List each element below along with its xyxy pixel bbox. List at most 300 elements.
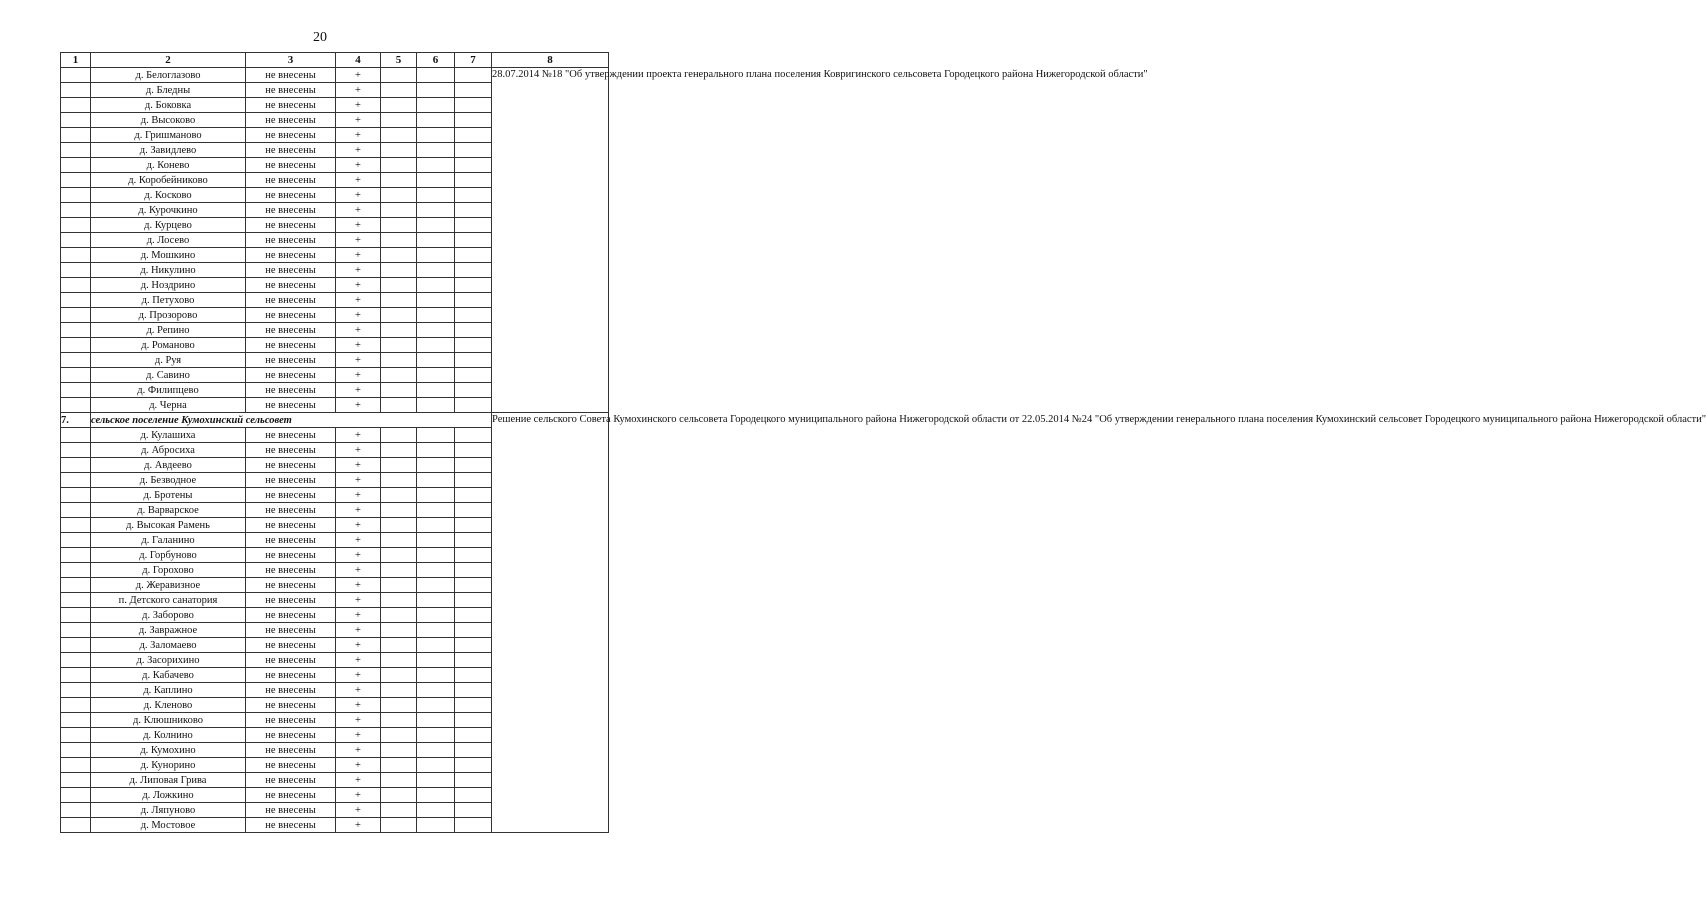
change-status: не внесены xyxy=(246,503,336,518)
change-status: не внесены xyxy=(246,818,336,833)
table-row xyxy=(61,68,609,83)
plus-mark: + xyxy=(336,503,381,518)
plus-mark: + xyxy=(336,818,381,833)
empty-cell-col5 xyxy=(381,398,417,413)
settlement-name: д. Гришманово xyxy=(91,128,246,143)
empty-cell-col6 xyxy=(417,398,455,413)
empty-cell-col6 xyxy=(417,533,455,548)
empty-cell-col6 xyxy=(417,368,455,383)
row-number-cell xyxy=(61,593,91,608)
col-header-3: 3 xyxy=(246,53,336,68)
empty-cell-col6 xyxy=(417,773,455,788)
settlement-name: д. Безводное xyxy=(91,473,246,488)
empty-cell-col7 xyxy=(455,728,492,743)
change-status: не внесены xyxy=(246,668,336,683)
row-number-cell xyxy=(61,563,91,578)
empty-cell-col7 xyxy=(455,488,492,503)
change-status: не внесены xyxy=(246,83,336,98)
change-status: не внесены xyxy=(246,158,336,173)
plan-approval-note: Решение сельского Совета Кумохинского сельсовета Городецкого муниципального района Нижегородской области от 22.05.2014 №24 "Об утверждении генерального плана поселения Кумохинский сельсовет Городецкого муниципального района Нижегородской области" xyxy=(492,413,609,833)
settlement-name: д. Клюшниково xyxy=(91,713,246,728)
empty-cell-col5 xyxy=(381,608,417,623)
row-number-cell xyxy=(61,143,91,158)
empty-cell-col7 xyxy=(455,173,492,188)
empty-cell-col5 xyxy=(381,488,417,503)
col-header-5: 5 xyxy=(381,53,417,68)
plus-mark: + xyxy=(336,428,381,443)
row-number-cell xyxy=(61,248,91,263)
change-status: не внесены xyxy=(246,623,336,638)
row-number-cell xyxy=(61,713,91,728)
empty-cell-col7 xyxy=(455,803,492,818)
empty-cell-col7 xyxy=(455,533,492,548)
plus-mark: + xyxy=(336,203,381,218)
empty-cell-col6 xyxy=(417,698,455,713)
settlement-name: д. Каплино xyxy=(91,683,246,698)
empty-cell-col5 xyxy=(381,278,417,293)
empty-cell-col5 xyxy=(381,68,417,83)
empty-cell-col7 xyxy=(455,143,492,158)
row-number-cell xyxy=(61,728,91,743)
settlement-name: д. Романово xyxy=(91,338,246,353)
empty-cell-col6 xyxy=(417,308,455,323)
empty-cell-col6 xyxy=(417,383,455,398)
empty-cell-col5 xyxy=(381,128,417,143)
empty-cell-col7 xyxy=(455,98,492,113)
empty-cell-col7 xyxy=(455,353,492,368)
settlement-name: д. Никулино xyxy=(91,263,246,278)
plus-mark: + xyxy=(336,533,381,548)
col-header-4: 4 xyxy=(336,53,381,68)
empty-cell-col7 xyxy=(455,113,492,128)
empty-cell-col7 xyxy=(455,443,492,458)
plus-mark: + xyxy=(336,713,381,728)
empty-cell-col5 xyxy=(381,758,417,773)
change-status: не внесены xyxy=(246,278,336,293)
empty-cell-col5 xyxy=(381,323,417,338)
change-status: не внесены xyxy=(246,263,336,278)
group-title: сельское поселение Кумохинский сельсовет xyxy=(91,413,492,428)
empty-cell-col5 xyxy=(381,368,417,383)
change-status: не внесены xyxy=(246,323,336,338)
row-number-cell xyxy=(61,353,91,368)
plus-mark: + xyxy=(336,488,381,503)
change-status: не внесены xyxy=(246,593,336,608)
empty-cell-col5 xyxy=(381,473,417,488)
col-header-2: 2 xyxy=(91,53,246,68)
plus-mark: + xyxy=(336,68,381,83)
change-status: не внесены xyxy=(246,143,336,158)
plus-mark: + xyxy=(336,278,381,293)
empty-cell-col6 xyxy=(417,143,455,158)
settlement-name: д. Курочкино xyxy=(91,203,246,218)
empty-cell-col6 xyxy=(417,593,455,608)
empty-cell-col5 xyxy=(381,188,417,203)
row-number-cell xyxy=(61,338,91,353)
settlement-name: д. Кумохино xyxy=(91,743,246,758)
plus-mark: + xyxy=(336,728,381,743)
plus-mark: + xyxy=(336,98,381,113)
empty-cell-col6 xyxy=(417,518,455,533)
row-number-cell xyxy=(61,203,91,218)
settlement-name: д. Репино xyxy=(91,323,246,338)
settlement-name: д. Коробейниково xyxy=(91,173,246,188)
empty-cell-col6 xyxy=(417,458,455,473)
empty-cell-col6 xyxy=(417,293,455,308)
empty-cell-col5 xyxy=(381,308,417,323)
empty-cell-col5 xyxy=(381,338,417,353)
empty-cell-col7 xyxy=(455,383,492,398)
plus-mark: + xyxy=(336,368,381,383)
empty-cell-col7 xyxy=(455,713,492,728)
row-number-cell xyxy=(61,128,91,143)
empty-cell-col7 xyxy=(455,188,492,203)
empty-cell-col5 xyxy=(381,173,417,188)
settlement-name: д. Мошкино xyxy=(91,248,246,263)
empty-cell-col7 xyxy=(455,338,492,353)
change-status: не внесены xyxy=(246,473,336,488)
change-status: не внесены xyxy=(246,233,336,248)
row-number-cell xyxy=(61,158,91,173)
empty-cell-col6 xyxy=(417,668,455,683)
empty-cell-col5 xyxy=(381,698,417,713)
empty-cell-col7 xyxy=(455,653,492,668)
settlement-name: д. Кунорино xyxy=(91,758,246,773)
empty-cell-col7 xyxy=(455,743,492,758)
empty-cell-col7 xyxy=(455,638,492,653)
empty-cell-col7 xyxy=(455,248,492,263)
row-number-cell xyxy=(61,638,91,653)
plus-mark: + xyxy=(336,473,381,488)
row-number-cell xyxy=(61,608,91,623)
empty-cell-col7 xyxy=(455,578,492,593)
empty-cell-col6 xyxy=(417,563,455,578)
change-status: не внесены xyxy=(246,488,336,503)
plus-mark: + xyxy=(336,623,381,638)
settlement-name: д. Боковка xyxy=(91,98,246,113)
row-number-cell xyxy=(61,473,91,488)
empty-cell-col5 xyxy=(381,773,417,788)
change-status: не внесены xyxy=(246,428,336,443)
empty-cell-col6 xyxy=(417,788,455,803)
settlement-name: д. Кленово xyxy=(91,698,246,713)
row-number-cell xyxy=(61,518,91,533)
empty-cell-col7 xyxy=(455,698,492,713)
change-status: не внесены xyxy=(246,218,336,233)
settlement-name: д. Галанино xyxy=(91,533,246,548)
change-status: не внесены xyxy=(246,458,336,473)
empty-cell-col5 xyxy=(381,263,417,278)
empty-cell-col7 xyxy=(455,608,492,623)
plus-mark: + xyxy=(336,263,381,278)
plus-mark: + xyxy=(336,788,381,803)
empty-cell-col5 xyxy=(381,458,417,473)
empty-cell-col5 xyxy=(381,443,417,458)
row-number-cell xyxy=(61,83,91,98)
row-number-cell xyxy=(61,68,91,83)
settlement-name: д. Липовая Грива xyxy=(91,773,246,788)
plus-mark: + xyxy=(336,383,381,398)
row-number-cell xyxy=(61,368,91,383)
row-number-cell xyxy=(61,488,91,503)
empty-cell-col6 xyxy=(417,218,455,233)
empty-cell-col7 xyxy=(455,233,492,248)
empty-cell-col5 xyxy=(381,713,417,728)
change-status: не внесены xyxy=(246,548,336,563)
empty-cell-col5 xyxy=(381,203,417,218)
plus-mark: + xyxy=(336,593,381,608)
empty-cell-col6 xyxy=(417,623,455,638)
empty-cell-col5 xyxy=(381,668,417,683)
plus-mark: + xyxy=(336,683,381,698)
row-number-cell xyxy=(61,758,91,773)
settlement-name: д. Авдеево xyxy=(91,458,246,473)
row-number-cell xyxy=(61,263,91,278)
empty-cell-col5 xyxy=(381,428,417,443)
empty-cell-col5 xyxy=(381,563,417,578)
empty-cell-col5 xyxy=(381,248,417,263)
change-status: не внесены xyxy=(246,188,336,203)
row-number-cell xyxy=(61,113,91,128)
header-row xyxy=(61,53,609,68)
empty-cell-col7 xyxy=(455,668,492,683)
empty-cell-col6 xyxy=(417,278,455,293)
plus-mark: + xyxy=(336,743,381,758)
settlement-name: д. Черна xyxy=(91,398,246,413)
plus-mark: + xyxy=(336,653,381,668)
empty-cell-col5 xyxy=(381,158,417,173)
registry-table xyxy=(60,52,1706,833)
settlement-name: д. Петухово xyxy=(91,293,246,308)
empty-cell-col7 xyxy=(455,83,492,98)
col-header-6: 6 xyxy=(417,53,455,68)
empty-cell-col5 xyxy=(381,113,417,128)
settlement-name: д. Мостовое xyxy=(91,818,246,833)
empty-cell-col6 xyxy=(417,743,455,758)
row-number-cell xyxy=(61,623,91,638)
empty-cell-col6 xyxy=(417,713,455,728)
empty-cell-col5 xyxy=(381,788,417,803)
empty-cell-col5 xyxy=(381,293,417,308)
empty-cell-col5 xyxy=(381,818,417,833)
plus-mark: + xyxy=(336,128,381,143)
empty-cell-col7 xyxy=(455,263,492,278)
row-number-cell xyxy=(61,398,91,413)
change-status: не внесены xyxy=(246,113,336,128)
change-status: не внесены xyxy=(246,743,336,758)
plus-mark: + xyxy=(336,113,381,128)
empty-cell-col7 xyxy=(455,278,492,293)
empty-cell-col6 xyxy=(417,683,455,698)
change-status: не внесены xyxy=(246,308,336,323)
empty-cell-col5 xyxy=(381,638,417,653)
empty-cell-col7 xyxy=(455,473,492,488)
change-status: не внесены xyxy=(246,443,336,458)
change-status: не внесены xyxy=(246,98,336,113)
plus-mark: + xyxy=(336,458,381,473)
change-status: не внесены xyxy=(246,758,336,773)
plus-mark: + xyxy=(336,188,381,203)
row-number-cell xyxy=(61,818,91,833)
plus-mark: + xyxy=(336,338,381,353)
row-number-cell xyxy=(61,788,91,803)
empty-cell-col5 xyxy=(381,803,417,818)
row-number-cell xyxy=(61,323,91,338)
change-status: не внесены xyxy=(246,338,336,353)
empty-cell-col6 xyxy=(417,818,455,833)
empty-cell-col7 xyxy=(455,548,492,563)
settlement-name: д. Косково xyxy=(91,188,246,203)
settlement-name: д. Завражное xyxy=(91,623,246,638)
change-status: не внесены xyxy=(246,788,336,803)
row-number-cell xyxy=(61,458,91,473)
empty-cell-col6 xyxy=(417,803,455,818)
empty-cell-col6 xyxy=(417,548,455,563)
empty-cell-col5 xyxy=(381,218,417,233)
empty-cell-col7 xyxy=(455,683,492,698)
settlement-name: д. Лосево xyxy=(91,233,246,248)
plus-mark: + xyxy=(336,773,381,788)
empty-cell-col6 xyxy=(417,638,455,653)
settlement-name: п. Детского санатория xyxy=(91,593,246,608)
col-header-7: 7 xyxy=(455,53,492,68)
settlement-name: д. Абросиха xyxy=(91,443,246,458)
plus-mark: + xyxy=(336,323,381,338)
row-number-cell xyxy=(61,743,91,758)
row-number-cell xyxy=(61,653,91,668)
change-status: не внесены xyxy=(246,578,336,593)
col-header-8: 8 xyxy=(492,53,609,68)
row-number-cell xyxy=(61,803,91,818)
change-status: не внесены xyxy=(246,683,336,698)
empty-cell-col7 xyxy=(455,428,492,443)
settlement-name: д. Кабачево xyxy=(91,668,246,683)
empty-cell-col5 xyxy=(381,683,417,698)
plus-mark: + xyxy=(336,563,381,578)
settlement-name: д. Конево xyxy=(91,158,246,173)
empty-cell-col7 xyxy=(455,788,492,803)
settlement-name: д. Савино xyxy=(91,368,246,383)
empty-cell-col7 xyxy=(455,773,492,788)
settlement-name: д. Высоково xyxy=(91,113,246,128)
empty-cell-col7 xyxy=(455,818,492,833)
plus-mark: + xyxy=(336,143,381,158)
plus-mark: + xyxy=(336,158,381,173)
plus-mark: + xyxy=(336,293,381,308)
empty-cell-col5 xyxy=(381,143,417,158)
empty-cell-col6 xyxy=(417,473,455,488)
empty-cell-col5 xyxy=(381,743,417,758)
plus-mark: + xyxy=(336,698,381,713)
change-status: не внесены xyxy=(246,128,336,143)
row-number-cell xyxy=(61,668,91,683)
change-status: не внесены xyxy=(246,383,336,398)
empty-cell-col5 xyxy=(381,548,417,563)
table-body xyxy=(61,68,1706,833)
empty-cell-col6 xyxy=(417,758,455,773)
plus-mark: + xyxy=(336,218,381,233)
empty-cell-col6 xyxy=(417,128,455,143)
empty-cell-col7 xyxy=(455,398,492,413)
plus-mark: + xyxy=(336,443,381,458)
empty-cell-col6 xyxy=(417,653,455,668)
settlement-name: д. Ноздрино xyxy=(91,278,246,293)
row-number-cell xyxy=(61,218,91,233)
change-status: не внесены xyxy=(246,533,336,548)
empty-cell-col6 xyxy=(417,233,455,248)
settlement-name: д. Прозорово xyxy=(91,308,246,323)
row-number-cell xyxy=(61,428,91,443)
settlement-name: д. Горбуново xyxy=(91,548,246,563)
empty-cell-col7 xyxy=(455,758,492,773)
empty-cell-col5 xyxy=(381,533,417,548)
row-number-cell xyxy=(61,308,91,323)
change-status: не внесены xyxy=(246,398,336,413)
plus-mark: + xyxy=(336,398,381,413)
row-number-cell xyxy=(61,698,91,713)
change-status: не внесены xyxy=(246,248,336,263)
empty-cell-col5 xyxy=(381,578,417,593)
settlement-name: д. Варварское xyxy=(91,503,246,518)
empty-cell-col6 xyxy=(417,443,455,458)
empty-cell-col7 xyxy=(455,128,492,143)
empty-cell-col7 xyxy=(455,68,492,83)
empty-cell-col7 xyxy=(455,218,492,233)
settlement-name: д. Заломаево xyxy=(91,638,246,653)
page-number: 20 xyxy=(313,30,327,45)
empty-cell-col6 xyxy=(417,203,455,218)
empty-cell-col6 xyxy=(417,248,455,263)
row-number-cell xyxy=(61,443,91,458)
settlement-name: д. Руя xyxy=(91,353,246,368)
empty-cell-col6 xyxy=(417,608,455,623)
change-status: не внесены xyxy=(246,698,336,713)
empty-cell-col7 xyxy=(455,458,492,473)
empty-cell-col7 xyxy=(455,593,492,608)
row-number-cell xyxy=(61,173,91,188)
empty-cell-col6 xyxy=(417,188,455,203)
empty-cell-col6 xyxy=(417,323,455,338)
plus-mark: + xyxy=(336,668,381,683)
row-number-cell xyxy=(61,383,91,398)
settlement-name: д. Кулашиха xyxy=(91,428,246,443)
plus-mark: + xyxy=(336,308,381,323)
plus-mark: + xyxy=(336,578,381,593)
settlement-name: д. Засорихино xyxy=(91,653,246,668)
plus-mark: + xyxy=(336,758,381,773)
empty-cell-col6 xyxy=(417,263,455,278)
empty-cell-col6 xyxy=(417,428,455,443)
group-header-row xyxy=(61,413,609,428)
empty-cell-col6 xyxy=(417,83,455,98)
plus-mark: + xyxy=(336,548,381,563)
change-status: не внесены xyxy=(246,518,336,533)
empty-cell-col6 xyxy=(417,353,455,368)
empty-cell-col7 xyxy=(455,203,492,218)
settlement-name: д. Заборово xyxy=(91,608,246,623)
empty-cell-col7 xyxy=(455,293,492,308)
settlement-name: д. Ложкино xyxy=(91,788,246,803)
empty-cell-col7 xyxy=(455,158,492,173)
row-number-cell xyxy=(61,233,91,248)
change-status: не внесены xyxy=(246,203,336,218)
settlement-name: д. Высокая Рамень xyxy=(91,518,246,533)
settlement-name: д. Бротены xyxy=(91,488,246,503)
plus-mark: + xyxy=(336,353,381,368)
settlement-name: д. Горохово xyxy=(91,563,246,578)
change-status: не внесены xyxy=(246,368,336,383)
empty-cell-col7 xyxy=(455,623,492,638)
